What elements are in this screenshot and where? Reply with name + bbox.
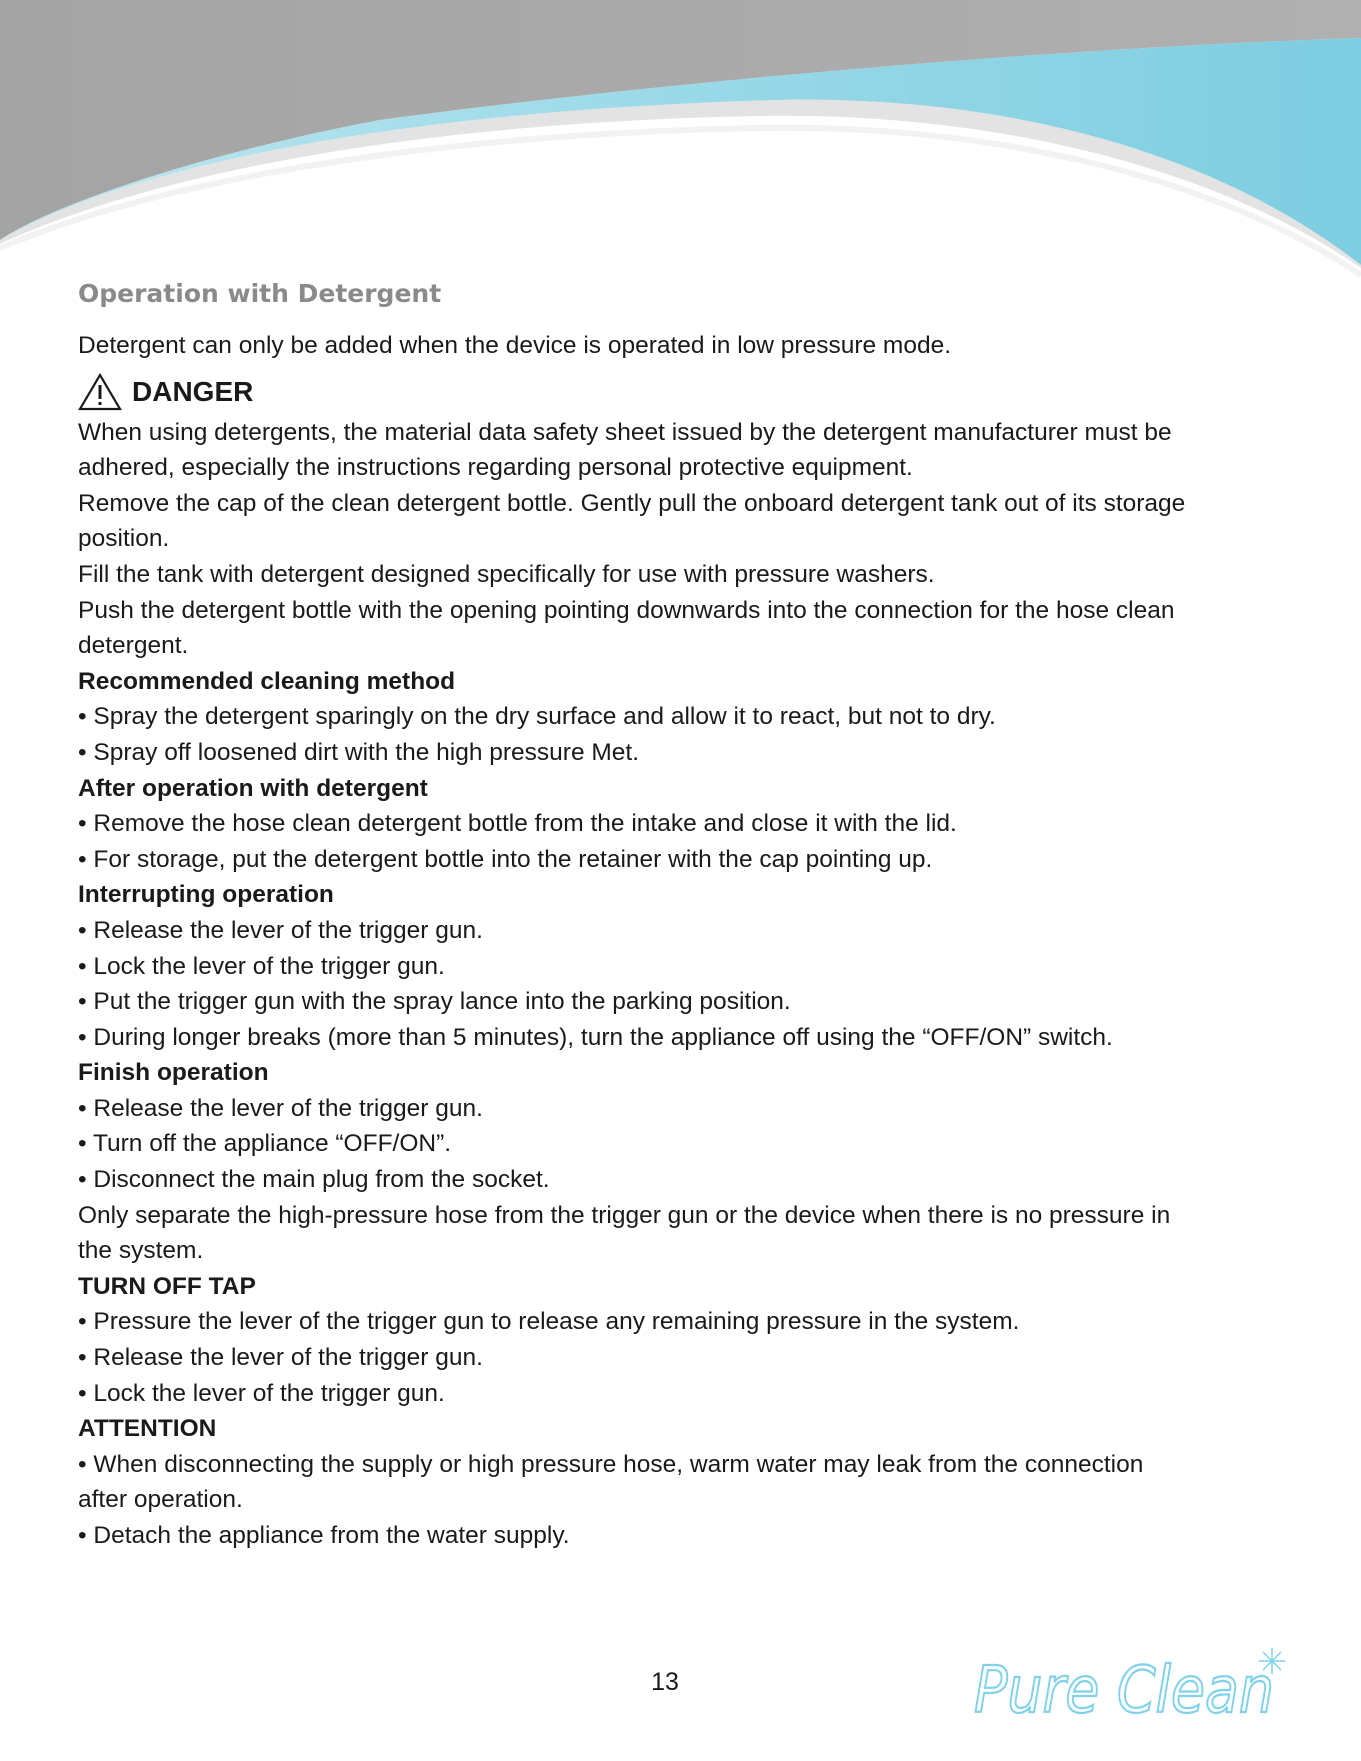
- list-item: • Turn off the appliance “OFF/ON”.: [78, 1130, 452, 1158]
- list-item: • Release the lever of the trigger gun.: [78, 1344, 483, 1372]
- list-item: • Pressure the lever of the trigger gun to release any remaining pressure in the system.: [78, 1308, 1020, 1336]
- list-item: • Put the trigger gun with the spray lance into the parking position.: [78, 988, 791, 1016]
- warning-triangle-icon: [78, 373, 122, 411]
- list-item: • During longer breaks (more than 5 minutes), turn the appliance off using the “OFF/ON” switch.: [78, 1023, 1113, 1051]
- danger-text: Push the detergent bottle with the opening pointing downwards into the connection for the hose clean: [78, 596, 1175, 624]
- list-item: • Spray the detergent sparingly on the dry surface and allow it to react, but not to dry.: [78, 703, 996, 731]
- list-item: • Release the lever of the trigger gun.: [78, 1094, 483, 1122]
- list-item: • Disconnect the main plug from the socket.: [78, 1166, 550, 1194]
- finish-heading: Finish operation: [78, 1059, 269, 1087]
- list-item: • Remove the hose clean detergent bottle from the intake and close it with the lid.: [78, 810, 957, 838]
- header-banner: [0, 0, 1361, 280]
- attention-text: after operation.: [78, 1486, 243, 1514]
- list-item: • For storage, put the detergent bottle into the retainer with the cap pointing up.: [78, 845, 933, 873]
- danger-text: When using detergents, the material data safety sheet issued by the detergent manufacturer must be: [78, 418, 1172, 446]
- page-content: [78, 274, 1308, 1554]
- attention-text: • Detach the appliance from the water supply.: [78, 1522, 570, 1549]
- danger-text: adhered, especially the instructions regarding personal protective equipment.: [78, 454, 913, 482]
- list-item: • Release the lever of the trigger gun.: [78, 916, 483, 944]
- interrupting-heading: Interrupting operation: [78, 881, 334, 909]
- list-item: • Lock the lever of the trigger gun.: [78, 1379, 445, 1407]
- attention-text: • When disconnecting the supply or high pressure hose, warm water may leak from the connection: [78, 1450, 1144, 1478]
- recommended-heading: Recommended cleaning method: [78, 667, 456, 695]
- danger-label: DANGER: [132, 376, 254, 408]
- turn-off-tap-heading: TURN OFF TAP: [78, 1272, 256, 1300]
- danger-text: Fill the tank with detergent designed specifically for use with pressure washers.: [78, 560, 935, 588]
- section-title: Operation with Detergent: [78, 279, 442, 308]
- svg-text:Pure Clean: Pure Clean: [974, 1654, 1274, 1728]
- danger-heading: [78, 370, 1308, 415]
- attention-heading: ATTENTION: [78, 1415, 217, 1443]
- danger-text: position.: [78, 525, 170, 553]
- intro-text: Detergent can only be added when the device is operated in low pressure mode.: [78, 332, 952, 359]
- list-item: • Spray off loosened dirt with the high pressure Met.: [78, 738, 640, 766]
- finish-note: the system.: [78, 1237, 204, 1265]
- finish-note: Only separate the high-pressure hose from the trigger gun or the device when there is no pressure in: [78, 1201, 1171, 1229]
- danger-text: detergent.: [78, 632, 189, 660]
- after-operation-heading: After operation with detergent: [78, 774, 428, 802]
- brand-logo: [972, 1640, 1302, 1730]
- list-item: • Lock the lever of the trigger gun.: [78, 952, 445, 980]
- danger-text: Remove the cap of the clean detergent bottle. Gently pull the onboard detergent tank out of its storage: [78, 489, 1186, 517]
- page-number: 13: [651, 1668, 679, 1696]
